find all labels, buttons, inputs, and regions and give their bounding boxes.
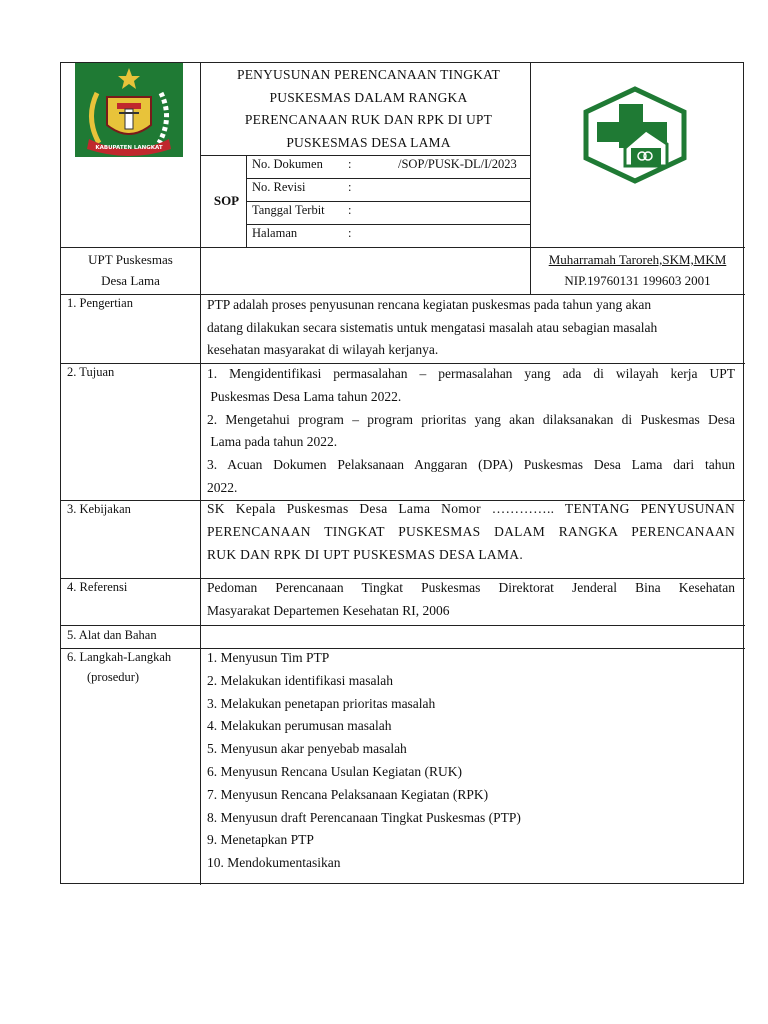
tujuan-item-cont: Lama pada tahun 2022. xyxy=(207,434,338,450)
tujuan-item: 1. Mengidentifikasi permasalahan – permasalahan yang ada di wilayah kerja UPT xyxy=(207,366,735,381)
step-item: 8. Menyusun draft Perencanaan Tingkat Puskesmas (PTP) xyxy=(207,809,521,825)
step-item: 2. Melakukan identifikasi masalah xyxy=(207,672,393,688)
title-line: PUSKESMAS DALAM RANGKA xyxy=(269,89,468,105)
signatory-name: Muharramah Taroreh,SKM,MKM xyxy=(548,252,727,267)
tujuan-item-cont: 2022. xyxy=(207,479,238,495)
step-item: 7. Menyusun Rencana Pelaksanaan Kegiatan (RPK) xyxy=(207,786,489,802)
content-pengertian xyxy=(207,294,735,362)
meta-colon: : xyxy=(348,226,352,240)
text-line: PTP adalah proses penyusunan rencana kegiatan puskesmas pada tahun yang akan xyxy=(207,297,652,312)
meta-row-tanggal-terbit xyxy=(247,201,530,224)
step-item: 6. Menyusun Rencana Usulan Kegiatan (RUK) xyxy=(207,763,462,779)
organization-name xyxy=(61,247,200,291)
langkah-label: 6. Langkah-Langkah xyxy=(67,650,172,664)
org-line: UPT Puskesmas xyxy=(88,252,173,267)
content-kebijakan xyxy=(207,498,735,566)
content-langkah xyxy=(207,647,735,875)
meta-label: Tanggal Terbit xyxy=(252,203,325,217)
text-line: PERENCANAAN TINGKAT PUSKESMAS DALAM RANGKA PERENCANAAN xyxy=(207,523,735,539)
step-item: 3. Melakukan penetapan prioritas masalah xyxy=(207,695,436,711)
puskesmas-logo xyxy=(581,86,689,184)
step-item: 4. Melakukan perumusan masalah xyxy=(207,718,392,734)
title-line: PUSKESMAS DESA LAMA xyxy=(286,134,451,150)
row-line-5 xyxy=(61,625,745,626)
kabupaten-langkat-logo xyxy=(75,63,183,157)
text-line: datang dilakukan secara sistematis untuk mengatasi masalah atau sebagian masalah xyxy=(207,319,658,335)
sop-label: SOP xyxy=(213,193,240,208)
langkah-sublabel: (prosedur) xyxy=(87,670,140,684)
text-line: RUK DAN RPK DI UPT PUSKESMAS DESA LAMA. xyxy=(207,546,524,562)
signatory-nip: NIP.19760131 199603 2001 xyxy=(564,273,711,288)
step-item: 10. Mendokumentasikan xyxy=(207,855,341,871)
label-alat-bahan: 5. Alat dan Bahan xyxy=(67,628,157,642)
title-line: PENYUSUNAN PERENCANAAN TINGKAT xyxy=(236,67,500,82)
meta-colon: : xyxy=(348,203,352,217)
text-line: Masyarakat Departemen Kesehatan RI, 2006 xyxy=(207,602,450,618)
tujuan-item: 2. Mengetahui program – program prioritas yang akan dilaksanakan di Puskesmas Desa xyxy=(207,411,735,427)
label-pengertian: 1. Pengertian xyxy=(67,296,133,310)
meta-row-halaman xyxy=(247,224,530,247)
signatory-block xyxy=(530,247,745,291)
text-line: Pedoman Perencanaan Tingkat Puskesmas Direktorat Jenderal Bina Kesehatan xyxy=(207,580,735,595)
meta-row-no-revisi xyxy=(247,178,530,201)
meta-colon: : xyxy=(348,157,352,171)
meta-colon: : xyxy=(348,180,352,194)
label-referensi: 4. Referensi xyxy=(67,580,128,594)
text-line: SK Kepala Puskesmas Desa Lama Nomor ………….. TENTANG PENYUSUNAN xyxy=(207,501,735,516)
tujuan-item: 3. Acuan Dokumen Pelaksanaan Anggaran (DPA) Puskesmas Desa Lama dari tahun xyxy=(207,457,735,473)
org-line: Desa Lama xyxy=(101,273,160,288)
document-title xyxy=(207,63,530,154)
title-line: PERENCANAAN RUK DAN RPK DI UPT xyxy=(244,112,493,127)
meta-value: /SOP/PUSK-DL/I/2023 xyxy=(398,157,517,171)
content-tujuan xyxy=(207,363,735,500)
label-tujuan: 2. Tujuan xyxy=(67,365,115,379)
step-item: 5. Menyusun akar penyebab masalah xyxy=(207,741,407,757)
text-line: kesehatan masyarakat di wilayah kerjanya. xyxy=(207,342,439,357)
label-kebijakan: 3. Kebijakan xyxy=(67,502,131,516)
step-item: 1. Menyusun Tim PTP xyxy=(207,650,330,665)
column-divider-label xyxy=(200,63,201,885)
sop-document xyxy=(60,62,744,884)
meta-label: Halaman xyxy=(252,226,298,240)
label-langkah xyxy=(67,647,171,687)
meta-label: No. Dokumen xyxy=(252,157,323,171)
tujuan-item-cont: Puskesmas Desa Lama tahun 2022. xyxy=(207,388,402,404)
meta-label: No. Revisi xyxy=(252,180,306,194)
logo-caption: KABUPATEN LANGKAT xyxy=(95,145,163,151)
meta-row-no-dokumen xyxy=(247,155,530,178)
step-item: 9. Menetapkan PTP xyxy=(207,832,314,848)
content-referensi xyxy=(207,577,735,623)
